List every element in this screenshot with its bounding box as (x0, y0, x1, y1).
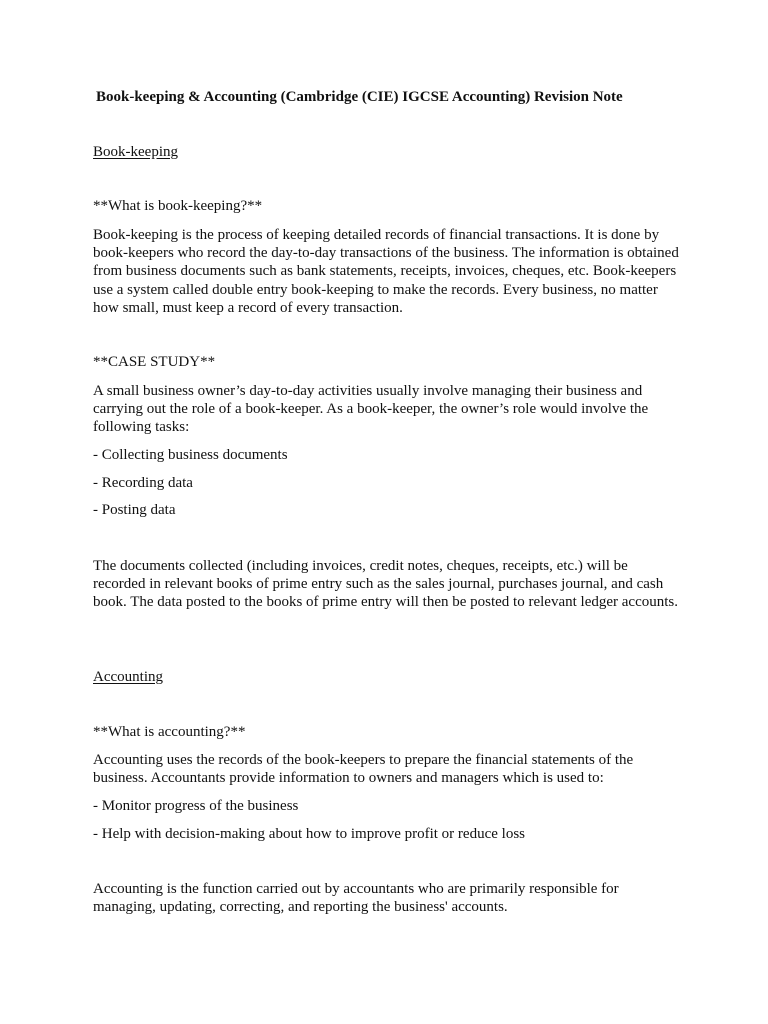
list-item-task: - Posting data (93, 502, 176, 518)
list-item-task: - Recording data (93, 475, 193, 491)
paragraph-accounting-function: Accounting is the function carried out by accountants who are primarily responsible for managing, updating, correcting, and reporting the business' accounts. (93, 881, 619, 916)
list-item-task: - Collecting business documents (93, 447, 288, 463)
case-study-label: **CASE STUDY** (93, 354, 216, 370)
question-what-is-accounting: **What is accounting?** (93, 724, 246, 740)
paragraph-case-study: A small business owner’s day-to-day activities usually involve managing their business and carrying out the role of a book-keeper. As a book-keeper, the owner’s role would involve the following tasks: (93, 383, 649, 436)
paragraph-accounting-definition: Accounting uses the records of the book-keepers to prepare the financial statements of the business. Accountants provide information to owners and managers which is used to: (93, 752, 634, 787)
section-heading-accounting: Accounting (93, 669, 163, 685)
paragraph-documents-collected: The documents collected (including invoices, credit notes, cheques, receipts, etc.) will be recorded in relevant books of prime entry such as the sales journal, purchases journal, and cash book. The data posted to the books of prime entry will then be posted to relevant ledger accounts. (93, 558, 678, 611)
document-title: Book-keeping & Accounting (Cambridge (CIE) IGCSE Accounting) Revision Note (96, 89, 623, 105)
paragraph-book-keeping-definition: Book-keeping is the process of keeping detailed records of financial transactions. It is done by book-keepers who record the day-to-day transactions of the business. The information is obtained from business documents such as bank statements, receipts, invoices, cheques, etc. Book-keepers use a system called double entry book-keeping to make the records. Every business, no matter how small, must keep a record of every transaction. (93, 227, 679, 316)
list-item-use: - Help with decision-making about how to improve profit or reduce loss (93, 826, 525, 842)
section-heading-book-keeping: Book-keeping (93, 144, 178, 160)
list-item-use: - Monitor progress of the business (93, 798, 299, 814)
question-what-is-book-keeping: **What is book-keeping?** (93, 198, 263, 214)
